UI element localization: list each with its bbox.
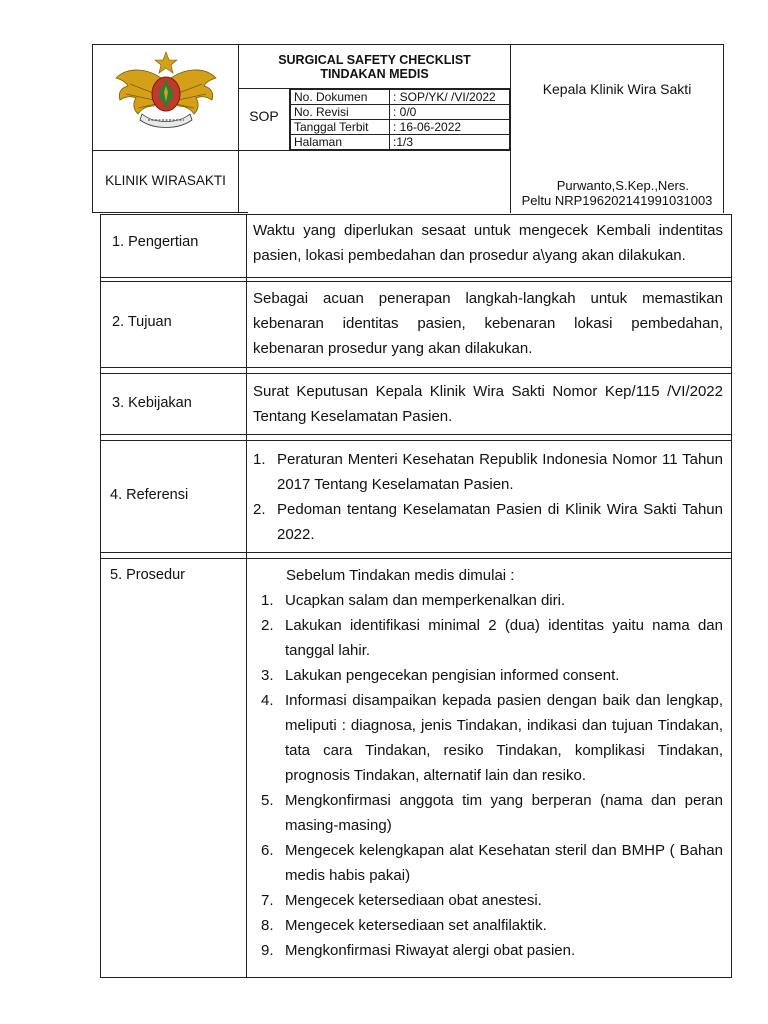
- section-label-kebijakan: 3. Kebijakan: [112, 395, 192, 411]
- list-item-text: Ucapkan salam dan memperkenalkan diri.: [285, 592, 566, 609]
- list-item-number: 2.: [261, 617, 274, 634]
- meta-row: [291, 120, 510, 135]
- list-item: [247, 838, 723, 888]
- meta-value: : SOP/YK/ /VI/2022: [390, 90, 510, 105]
- section-text-pengertian: Waktu yang diperlukan sesaat untuk mengecek Kembali indentitas pasien, lokasi pembedahan dan prosedur a\yang akan dilakukan.: [253, 222, 723, 264]
- list-item: [247, 688, 723, 788]
- meta-value: :1/3: [390, 135, 510, 150]
- list-item: [247, 788, 723, 838]
- section-text-tujuan: Sebagai acuan penerapan langkah-langkah untuk memastikan kebenaran identitas pasien, kebenaran lokasi pembedahan, kebenaran prosedur yang akan dilakukan.: [253, 290, 723, 357]
- section-label-prosedur: 5. Prosedur: [110, 567, 185, 583]
- meta-row: [291, 105, 510, 120]
- meta-row: [291, 135, 510, 150]
- title-line-1: SURGICAL SAFETY CHECKLIST: [278, 53, 471, 67]
- list-item: [247, 938, 723, 963]
- list-item-number: 6.: [261, 842, 274, 859]
- list-item-number: 1.: [261, 592, 274, 609]
- title-line-2: TINDAKAN MEDIS: [320, 67, 429, 81]
- list-item-text: Mengecek ketersediaan set analfilaktik.: [285, 917, 547, 934]
- list-item-text: Mengecek ketersediaan obat anestesi.: [285, 892, 542, 909]
- meta-label: Halaman: [291, 135, 390, 150]
- clinic-logo: [108, 50, 224, 134]
- document-title: [239, 53, 510, 81]
- meta-label: Tanggal Terbit: [291, 120, 390, 135]
- list-item: [247, 663, 723, 688]
- meta-label: No. Revisi: [291, 105, 390, 120]
- section-label-pengertian: 1. Pengertian: [112, 234, 199, 250]
- list-item-number: 7.: [261, 892, 274, 909]
- list-item-text: Mengkonfirmasi anggota tim yang berperan (nama dan peran masing-masing): [285, 792, 723, 834]
- list-item-number: 8.: [261, 917, 274, 934]
- list-item: [247, 588, 723, 613]
- section-text-kebijakan: Surat Keputusan Kepala Klinik Wira Sakti Nomor Kep/115 /VI/2022 Tentang Keselamatan Pasien.: [253, 383, 723, 425]
- sop-label: SOP: [249, 108, 279, 124]
- list-item-number: 3.: [261, 667, 274, 684]
- signer-name: Purwanto,S.Kep.,Ners.: [556, 178, 689, 193]
- signer-id: Peltu NRP196202141991031003: [521, 193, 713, 208]
- list-item-text: Mengkonfirmasi Riwayat alergi obat pasien.: [285, 942, 576, 959]
- list-item-text: Lakukan identifikasi minimal 2 (dua) identitas yaitu nama dan tanggal lahir.: [285, 617, 723, 659]
- list-item-number: 4.: [261, 692, 274, 709]
- list-item-text: Informasi disampaikan kepada pasien dengan baik dan lengkap, meliputi : diagnosa, jenis Tindakan, indikasi dan tujuan Tindakan, tata cara Tindakan, resiko Tindakan, komplikasi Tindakan, prognosis Tindakan, alternatif lain dan resiko.: [285, 692, 723, 784]
- list-item: [239, 497, 723, 547]
- clinic-name: KLINIK WIRASAKTI: [105, 173, 226, 188]
- list-item-text: Peraturan Menteri Kesehatan Republik Indonesia Nomor 11 Tahun 2017 Tentang Keselamatan Pasien.: [277, 451, 723, 493]
- list-item-text: Lakukan pengecekan pengisian informed consent.: [285, 667, 620, 684]
- list-item: [247, 613, 723, 663]
- meta-value: : 0/0: [390, 105, 510, 120]
- list-item: [247, 913, 723, 938]
- section-label-referensi: 4. Referensi: [110, 487, 189, 503]
- list-item-number: 5.: [261, 792, 274, 809]
- list-item-text: Pedoman tentang Keselamatan Pasien di Klinik Wira Sakti Tahun 2022.: [277, 501, 723, 543]
- list-item-number: 9.: [261, 942, 274, 959]
- prosedur-intro: Sebelum Tindakan medis dimulai :: [286, 567, 515, 584]
- section-label-tujuan: 2. Tujuan: [112, 314, 172, 330]
- meta-value: : 16-06-2022: [390, 120, 510, 135]
- referensi-list: [239, 447, 723, 547]
- document-meta-table: [290, 89, 510, 150]
- list-item-number: 1.: [253, 451, 266, 468]
- list-item-text: Mengecek kelengkapan alat Kesehatan steril dan BMHP ( Bahan medis habis pakai): [285, 842, 723, 884]
- meta-label: No. Dokumen: [291, 90, 390, 105]
- head-title: Kepala Klinik Wira Sakti: [542, 81, 692, 97]
- list-item-number: 2.: [253, 501, 266, 518]
- list-item: [239, 447, 723, 497]
- prosedur-list: [247, 588, 723, 963]
- meta-row: [291, 90, 510, 105]
- list-item: [247, 888, 723, 913]
